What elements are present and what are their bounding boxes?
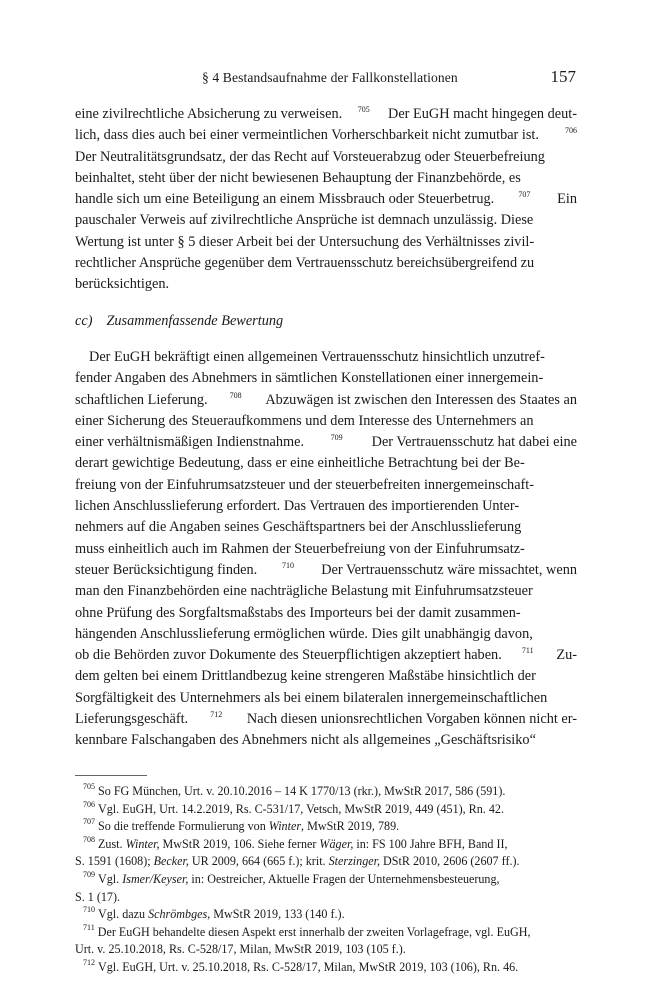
footnote-705: $^{705}$ So FG München, Urt. v. 20.10.2016 – 14 K 1770/13 (rkr.), MwStR 2017, 586 (591). (75, 783, 577, 801)
footnote-number: 706 (83, 799, 95, 809)
paragraph-2 (75, 347, 577, 752)
text-line: muss einheitlich auch im Rahmen der Steuerbefreiung von der Einfuhrumsatz- (75, 540, 525, 557)
footnote-ref: 709 (330, 433, 343, 443)
footnote-ref: 711 (521, 646, 534, 656)
footnote-ref: 706 (565, 126, 577, 136)
footnote-number: 707 (83, 817, 95, 827)
section-title: Zusammenfassende Bewertung (106, 313, 284, 329)
text-line: einer verhältnismäßigen Indienstnahme. $^{709}$ Der Vertrauensschutz hat dabei eine (75, 432, 577, 453)
text-line: freiung von der Einfuhrumsatzsteuer und der steuerbefreiten innergemeinschaft- (75, 476, 535, 493)
text-line: derart gewichtige Bedeutung, dass er eine einheitliche Betrachtung bei der Be- (75, 455, 525, 472)
text-line: handle sich um eine Beteiligung an einem Missbrauch oder Steuerbetrug. $^{707}$ Ein (75, 189, 577, 210)
text-line: lich, dass dies auch bei einer vermeintlichen Vorherschbarkeit nicht zumutbar ist. $^{706}$ (75, 125, 577, 146)
footnote-710: $^{710}$ Vgl. dazu Schrömbges , MwStR 2019, 133 (140 f.). (75, 906, 577, 924)
footnote-number: 710 (83, 905, 95, 915)
text-line: kennbare Falschangaben des Abnehmers nicht als allgemeines „Geschäftsrisiko“ (75, 732, 536, 749)
footnote-708-cont: S. 1591 (1608); Becker, UR 2009, 664 (665 f.); krit. Sterzinger, DStR 2010, 2606 (2607 ff.). (75, 854, 520, 869)
paragraph-1 (75, 104, 577, 296)
footnote-707: $^{707}$ So die treffende Formulierung von Winter , MwStR 2019, 789. (75, 818, 577, 836)
section-number: cc) (75, 313, 93, 329)
footnote-711-cont: Urt. v. 25.10.2018, Rs. C-528/17, Milan, MwStR 2019, 103 (105 f.). (75, 942, 406, 957)
text-line: ob die Behörden zuvor Dokumente des Steuerpflichtigen akzeptiert haben. $^{711}$ Zu- (75, 645, 577, 666)
text-line: schaftlichen Lieferung. $^{708}$ Abzuwägen ist zwischen den Interessen des Staates an (75, 390, 577, 411)
text-line: hängenden Anschlusslieferung ermöglichen würde. Dies gilt unabhängig davon, (75, 625, 533, 642)
text-line: man den Finanzbehörden eine nachträgliche Belastung mit Einfuhrumsatzsteuer (75, 583, 533, 600)
text-line: berücksichtigen. (75, 276, 170, 293)
footnote-ref: 707 (518, 190, 531, 200)
section-heading (75, 313, 283, 330)
footnote-712: $^{712}$ Vgl. EuGH, Urt. v. 25.10.2018, Rs. C-528/17, Milan, MwStR 2019, 103 (106), Rn. 46. (75, 959, 577, 977)
footnote-ref: 708 (229, 390, 242, 400)
footnote-number: 705 (83, 782, 95, 791)
page-number: 157 (550, 67, 576, 86)
text-line: dem gelten bei einem Drittlandbezug keine strengeren Maßstäbe hinsichtlich der (75, 668, 536, 685)
footnote-708: $^{708}$ Zust. Winter, MwStR 2019, 106. Siehe ferner Wäger, in: FS 100 Jahre BFH, Band II, (75, 836, 577, 854)
text-line: steuer Berücksichtigung finden. $^{710}$ Der Vertrauensschutz wäre missachtet, wenn (75, 560, 577, 581)
footnote-711: $^{711}$ Der EuGH behandelte diesen Aspekt erst innerhalb der zweiten Vorlagefrage, vgl. EuGH, (75, 924, 577, 942)
text-line: Lieferungsgeschäft. $^{712}$ Nach diesen unionsrechtlichen Vorgaben können nicht er- (75, 709, 577, 730)
text-line: beinhaltet, steht über der nicht bewiesenen Behauptung der Finanzbehörde, es (75, 169, 521, 186)
text-line: Wertung ist unter § 5 dieser Arbeit bei der Untersuchung des Verhältnisses zivil- (75, 233, 535, 250)
footnote-709: $^{709}$ Vgl. Ismer/Keyser, in: Oestreicher, Aktuelle Fragen der Unternehmensbesteuerung, (75, 871, 577, 889)
footnote-ref: 710 (281, 560, 294, 570)
running-title: § 4 Bestandsaufnahme der Fallkonstellationen (202, 70, 458, 85)
footnote-ref: 712 (210, 710, 223, 720)
page-header (0, 67, 650, 90)
footnote-number: 709 (83, 869, 95, 879)
footnote-separator (75, 775, 147, 776)
text-line: pauschaler Verweis auf zivilrechtliche Ansprüche ist demnach unzulässig. Diese (75, 212, 534, 229)
footnote-number: 711 (83, 922, 95, 932)
footnote-number: 708 (83, 834, 95, 844)
text-line: ohne Prüfung des Sorgfaltsmaßstabs des Importeurs bei der damit zusammen- (75, 604, 521, 621)
footnote-number: 712 (83, 957, 95, 967)
text-line: Der Neutralitätsgrundsatz, der das Recht auf Vorsteuerabzug oder Steuerbefreiung (75, 148, 545, 165)
text-line: Der EuGH bekräftigt einen allgemeinen Vertrauensschutz hinsichtlich unzutref- (89, 349, 545, 365)
text-line: einer Sicherung des Steueraufkommens und dem Interesse des Unternehmers an (75, 412, 534, 429)
text-line: rechtlicher Ansprüche gegenüber dem Vertrauensschutz bereichsübergreifend zu (75, 255, 535, 272)
footnote-ref: 705 (357, 105, 370, 114)
footnote-709-cont: S. 1 (17). (75, 889, 121, 904)
footnote-706: $^{706}$ Vgl. EuGH, Urt. 14.2.2019, Rs. C-531/17, Vetsch, MwStR 2019, 449 (451), Rn. 42. (75, 801, 577, 819)
footnotes (75, 783, 577, 977)
text-line: Sorgfältigkeit des Unternehmers als bei einem bilateralen innergemeinschaftlichen (75, 689, 548, 706)
text-line: eine zivilrechtliche Absicherung zu verweisen. $^{705}$ Der EuGH macht hingegen deut- (75, 104, 577, 125)
text-line: nehmers auf die Angaben seines Geschäftspartners bei der Anschlusslieferung (75, 519, 522, 536)
text-line: lichen Anschlusslieferung erfordert. Das Vertrauen des importierenden Unter- (75, 498, 520, 515)
text-line: fender Angaben des Abnehmers in sämtlichen Konstellationen einer innergemein- (75, 370, 544, 387)
